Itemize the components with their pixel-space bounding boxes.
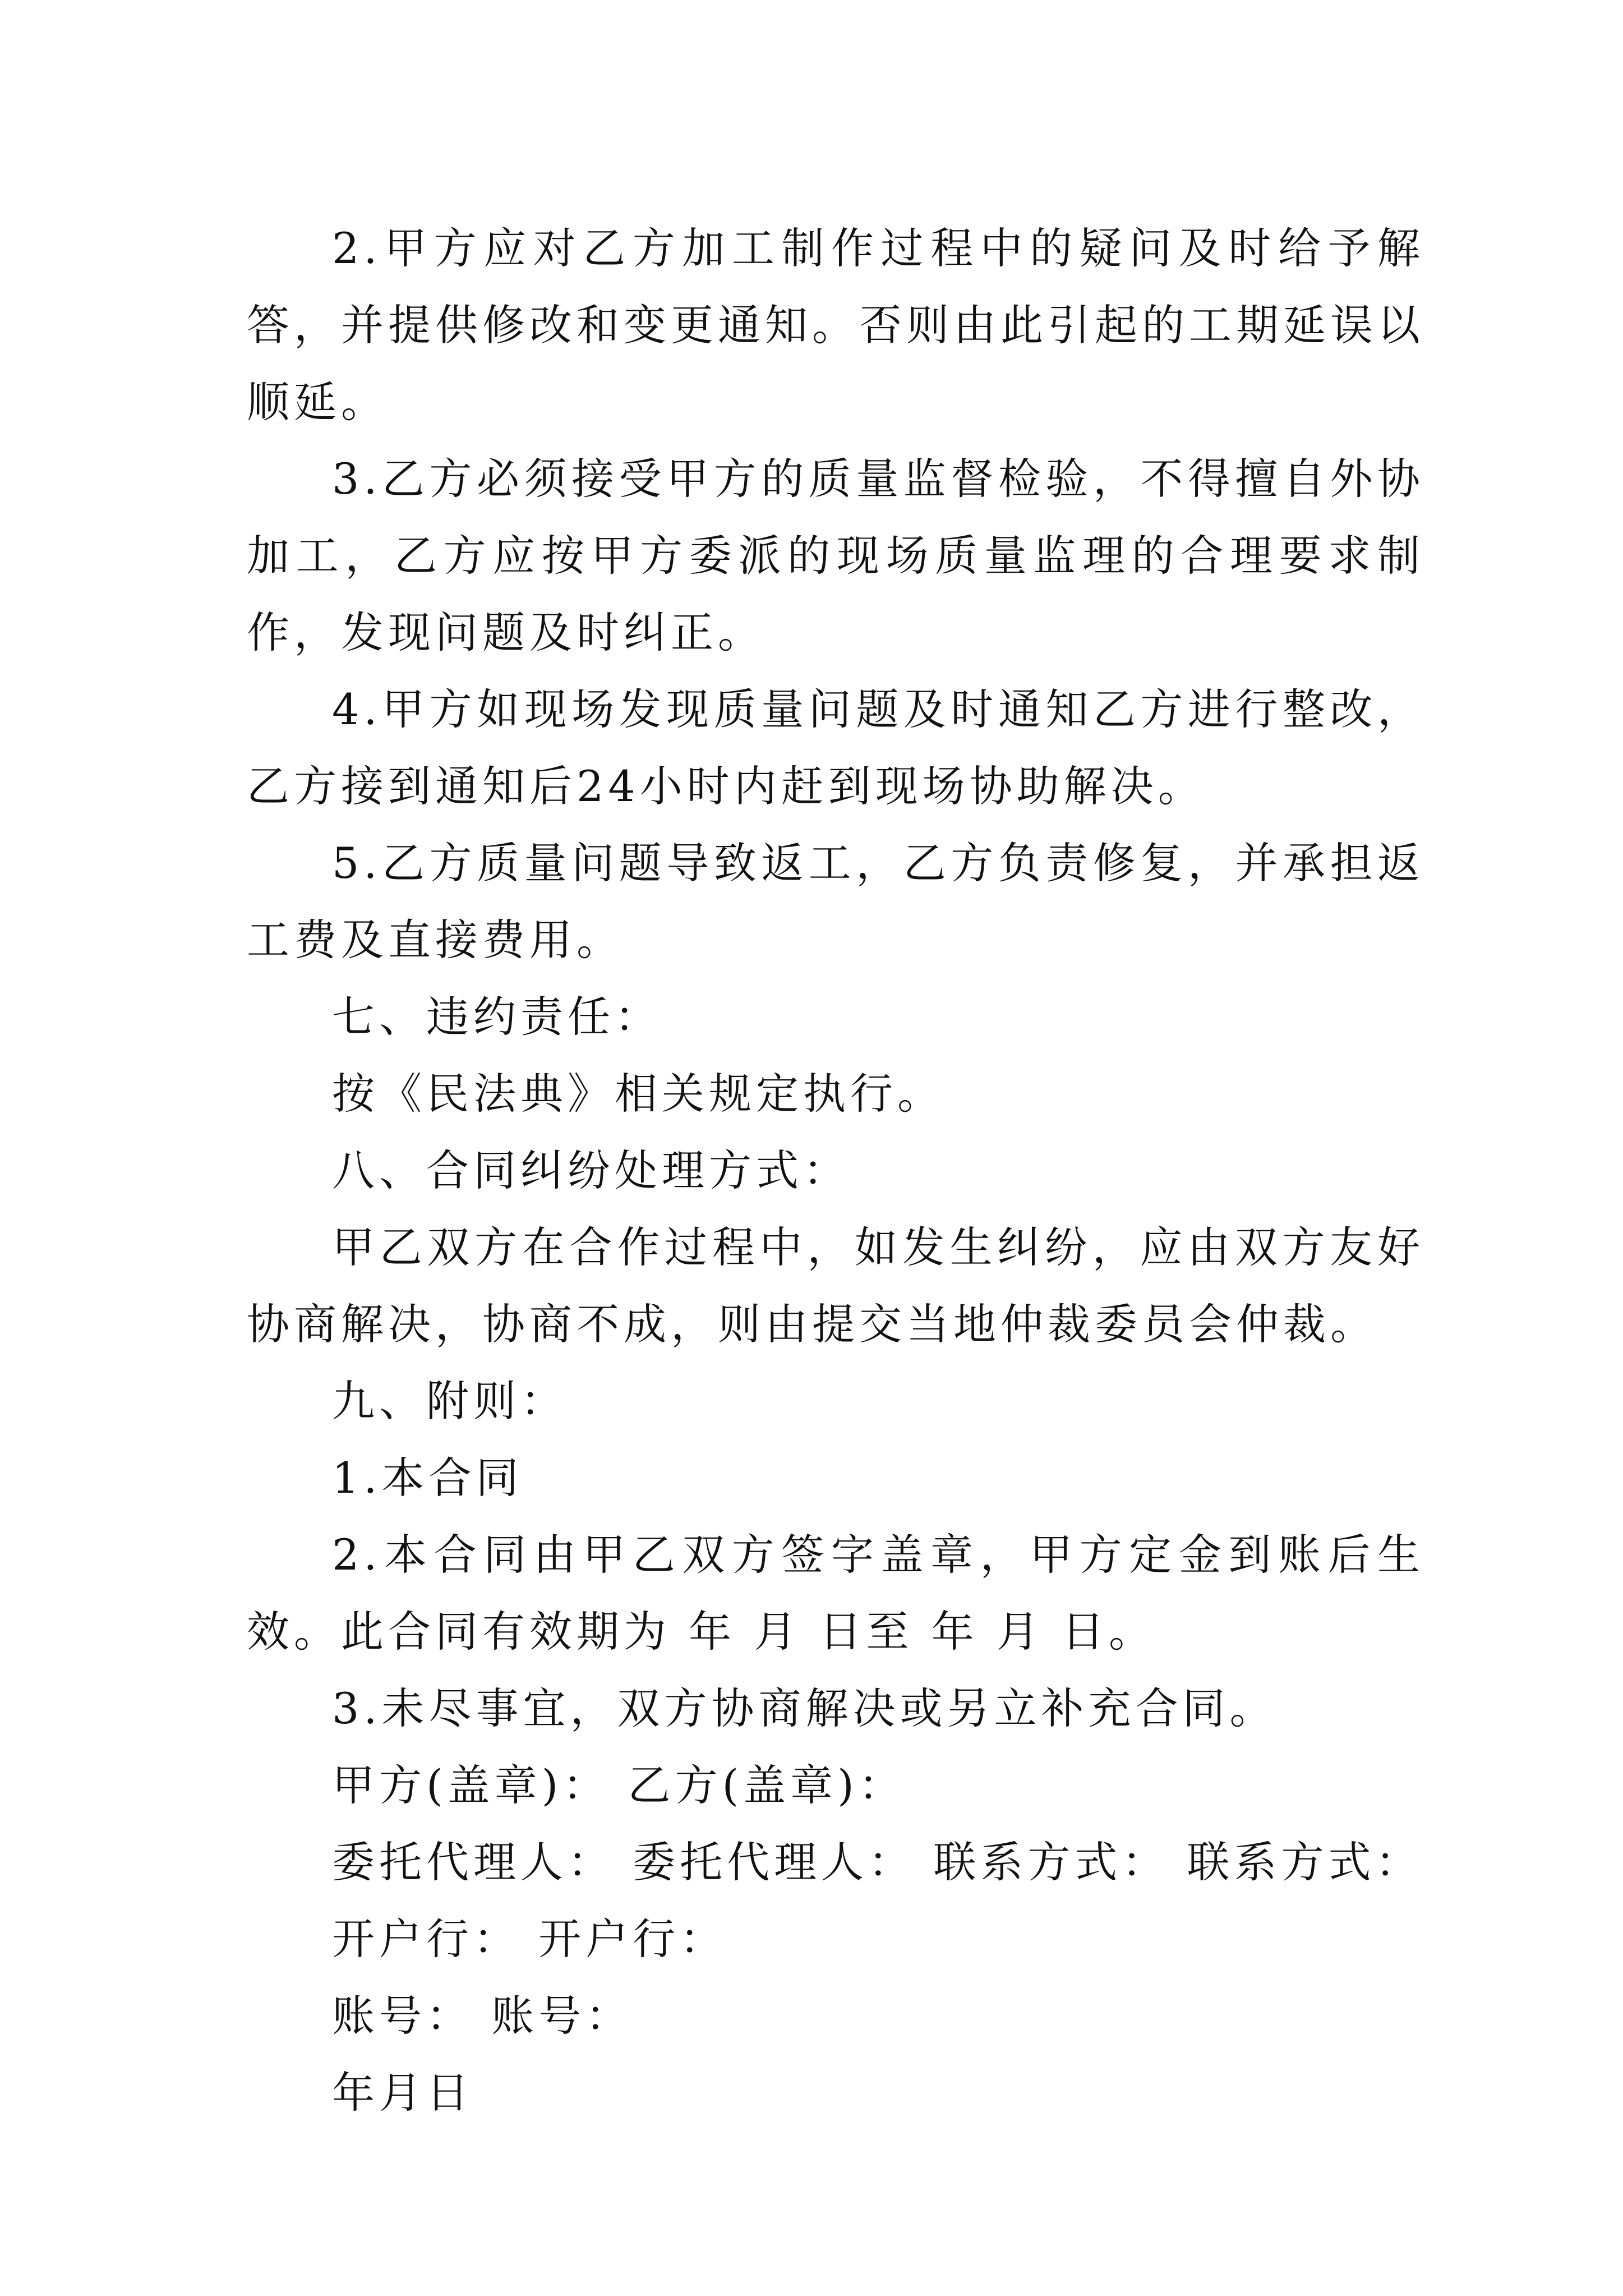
signature-date-line: 年月日 bbox=[332, 2068, 473, 2118]
document-body bbox=[247, 210, 1424, 2131]
signature-agent-line: 委托代理人： 委托代理人： 联系方式： 联系方式： bbox=[332, 1837, 1423, 1887]
supplementary-item-2: 2.本合同由甲乙双方签字盖章，甲方定金到账后生效。此合同有效期为 年 月 日至 年 月 日。 bbox=[247, 1530, 1424, 1657]
section-heading-supplementary: 九、附则： bbox=[332, 1376, 568, 1426]
supplementary-item-1: 1.本合同 bbox=[332, 1453, 523, 1503]
clause-2-paragraph: 2.甲方应对乙方加工制作过程中的疑问及时给予解答，并提供修改和变更通知。否则由此引起的工期延误以顺延。 bbox=[247, 223, 1424, 427]
clause-3-paragraph: 3.乙方必须接受甲方的质量监督检验，不得擅自外协加工，乙方应按甲方委派的现场质量监理的合理要求制作，发现问题及时纠正。 bbox=[247, 454, 1424, 657]
signature-account-line: 账号： 账号： bbox=[332, 1991, 633, 2041]
section-heading-breach: 七、违约责任： bbox=[332, 992, 662, 1042]
supplementary-item-3: 3.未尽事宜，双方协商解决或另立补充合同。 bbox=[332, 1683, 1277, 1733]
clause-4-paragraph: 4.甲方如现场发现质量问题及时通知乙方进行整改，乙方接到通知后24小时内赶到现场协助解决。 bbox=[247, 684, 1424, 811]
breach-paragraph: 按《民法典》相关规定执行。 bbox=[332, 1069, 944, 1119]
dispute-paragraph: 甲乙双方在合作过程中，如发生纠纷，应由双方友好协商解决，协商不成，则由提交当地仲裁委员会仲裁。 bbox=[247, 1222, 1424, 1349]
clause-5-paragraph: 5.乙方质量问题导致返工，乙方负责修复，并承担返工费及直接费用。 bbox=[247, 838, 1424, 965]
section-heading-dispute: 八、合同纠纷处理方式： bbox=[332, 1145, 850, 1195]
signature-bank-line: 开户行： 开户行： bbox=[332, 1914, 727, 1964]
signature-seal-line: 甲方(盖章)： 乙方(盖章)： bbox=[332, 1760, 906, 1810]
